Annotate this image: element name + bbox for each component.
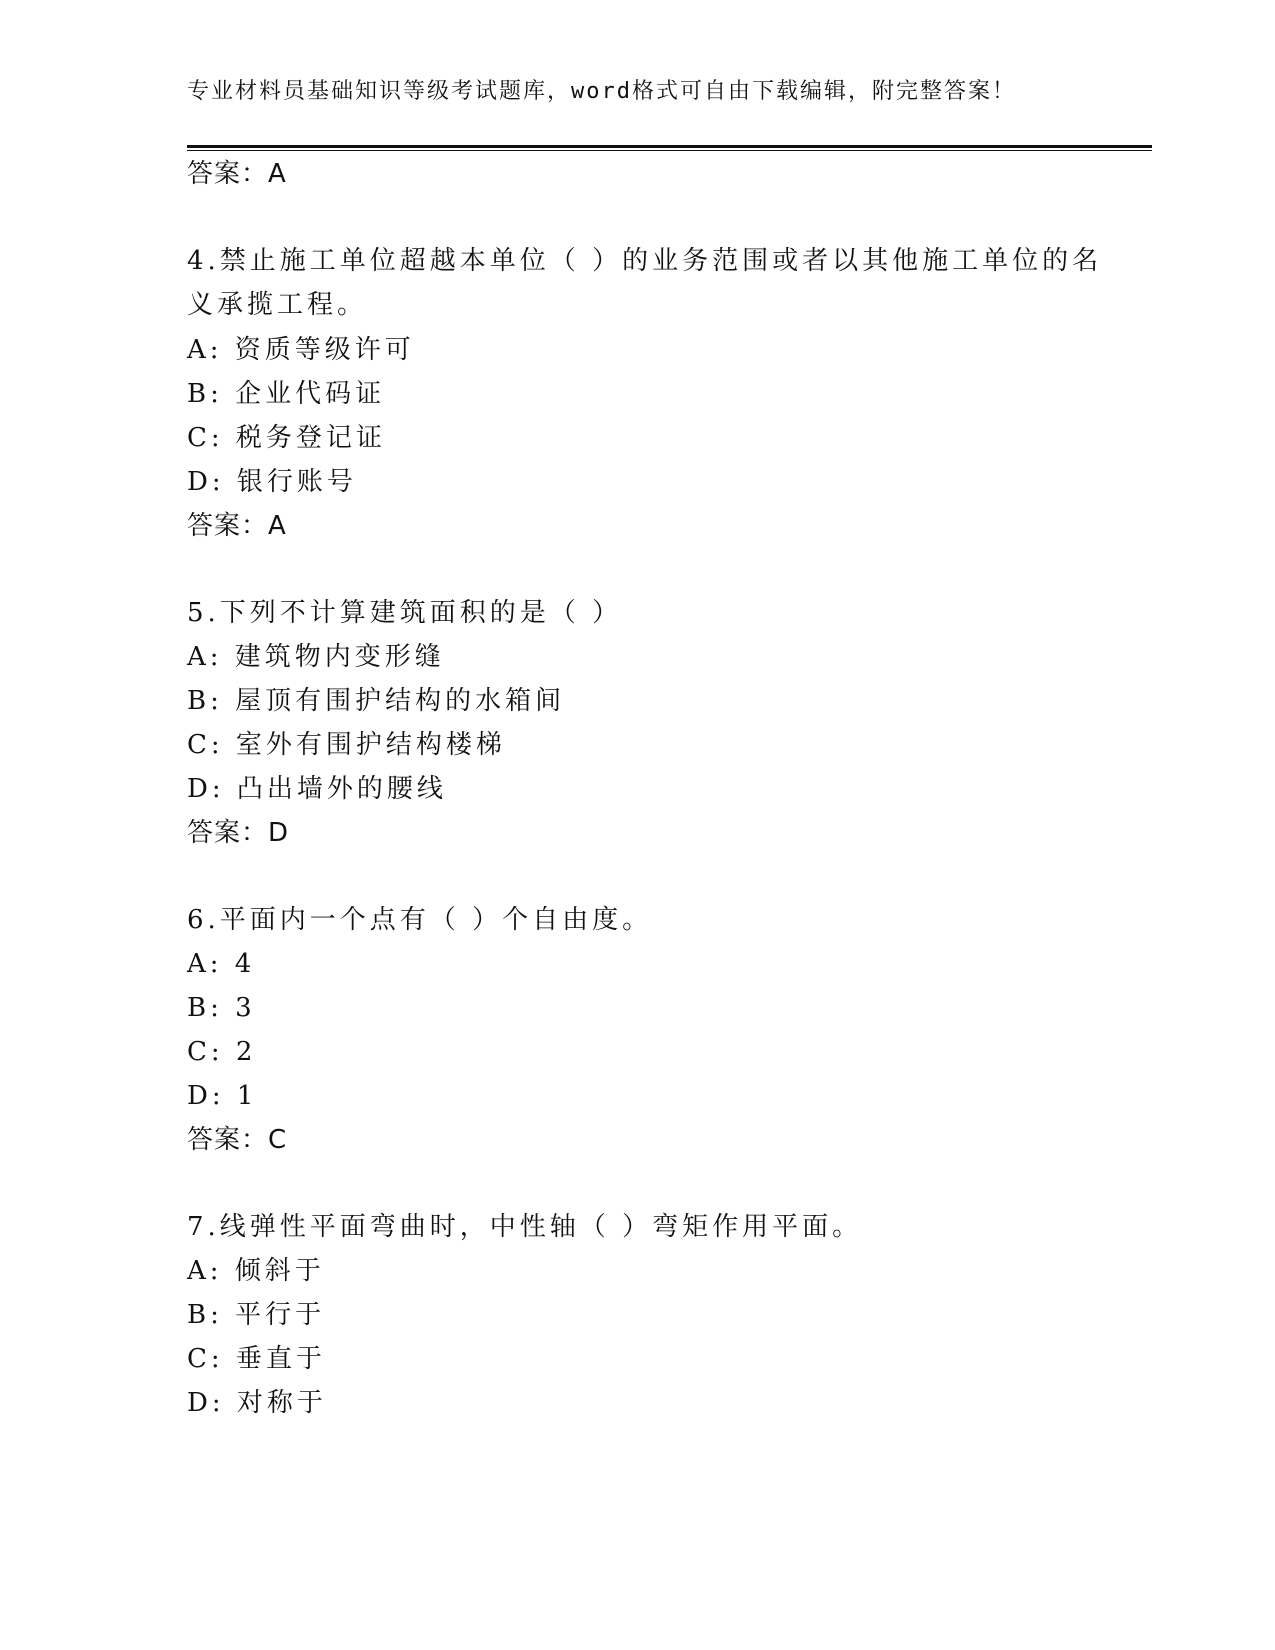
question-6-option-d: D: 1 [187, 1081, 258, 1111]
question-4-option-a: A: 资质等级许可 [187, 335, 415, 365]
question-4-option-b: B: 企业代码证 [187, 379, 386, 409]
question-4-answer: 答案：A [187, 511, 287, 541]
question-7-option-b: B: 平行于 [187, 1300, 326, 1330]
answer-line: 答案：A [187, 159, 287, 189]
question-4-stem: 4.禁止施工单位超越本单位（ ）的业务范围或者以其他施工单位的名 [187, 246, 1103, 276]
question-7-stem: 7.线弹性平面弯曲时，中性轴（ ）弯矩作用平面。 [187, 1212, 863, 1242]
question-4-stem-cont: 义承揽工程。 [187, 290, 368, 320]
question-6-answer: 答案：C [187, 1125, 288, 1155]
question-6-option-b: B: 3 [187, 993, 256, 1023]
question-5-option-d: D: 凸出墙外的腰线 [187, 774, 447, 804]
question-5-option-b: B: 屋顶有围护结构的水箱间 [187, 686, 566, 716]
question-7-option-c: C: 垂直于 [187, 1344, 326, 1374]
question-5-answer: 答案：D [187, 818, 290, 848]
question-5-option-c: C: 室外有围护结构楼梯 [187, 730, 506, 760]
page-header: 专业材料员基础知识等级考试题库，word格式可自由下载编辑，附完整答案！ [187, 79, 1016, 104]
question-7-option-a: A: 倾斜于 [187, 1256, 325, 1286]
question-5-option-a: A: 建筑物内变形缝 [187, 642, 445, 672]
header-rule-thick [187, 145, 1152, 148]
question-7-option-d: D: 对称于 [187, 1388, 327, 1418]
question-4-option-d: D: 银行账号 [187, 467, 357, 497]
question-6-option-c: C: 2 [187, 1037, 257, 1067]
question-5-stem: 5.下列不计算建筑面积的是（ ） [187, 598, 623, 628]
question-4-option-c: C: 税务登记证 [187, 423, 386, 453]
header-rule-thin [187, 150, 1152, 151]
question-6-option-a: A: 4 [187, 949, 256, 979]
question-6-stem: 6.平面内一个点有（ ）个自由度。 [187, 905, 653, 935]
